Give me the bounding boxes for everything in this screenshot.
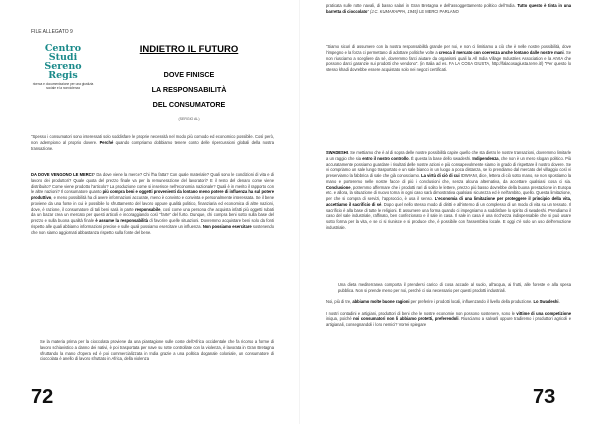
page-number: 73 [533, 386, 556, 408]
right-page [300, 0, 600, 424]
subtitle-line-1: DOVE FINISCE [163, 70, 215, 79]
centro-studi-logo [31, 44, 95, 90]
text-run: . Dopo quel nello stesso modo di diritti e all'interno di un complesso di un modo di vita su un tessuto. Il sacrificio è alla base di tutte le religioni. È assumere una forma quando ci impegniamo a soddisfare lo spirito di swadeshi. Prendiamo il caso del sale industriale, raffinato, ben confezionato e il sale in casa. Il sale in casa è una ricchezza indispensabile che si può usare sotto forma per la vita, e se ci si riunisce e si produce che, è possibile con l'assemblea locale. E oggi c'è solo un uso dell'emozione industriale. [326, 201, 572, 230]
text-run: "Siamo sicuri di assumere con la nostra responsabilità grande per noi, e non ci limitiamo a ciò che è nelle nostre possibilità, dove l'impegno e la forza ci permettano di adottare politiche volte a [326, 44, 571, 55]
bold-text-run: DA DOVE VENGONO LE MERCI [31, 172, 93, 177]
bold-text-run: è assume la responsabilità [95, 218, 149, 223]
text-run: , così come una persona che acquista infatti più oggetti rubati da un bazar crea un mercato per questi articoli e incoraggiando così "l'arte" del furto. Dunque, chi compra beni sotto sulla base del prezzo e sulla buona qualità finale [31, 206, 274, 223]
bold-text-run: noi consumatori non li abbiamo protetti, preferendoli [353, 316, 459, 322]
intro-paragraph [31, 134, 274, 151]
text-run: , che non è un mero slogan politico. Più accuratamente possiamo guardare i risultati delle nostre azioni e più consapevolmente siamo in grado di rispettare il nostro dovere. Se vi compriamo un sale lungo trasportato e un sale bianco in un luogo a poca distanza, se lo prendiamo dal mercato del villaggio così vi preserviamo la fabbrica di sale che già conosciamo. [326, 155, 572, 178]
bold-text-run: SWADESHI [326, 150, 348, 155]
text-run: . Riusciamo a salvarli oppure tradiremo i produttori agricoli e artigianali, consegnandoli i loro nemici? Vorrei spiegare [326, 316, 571, 327]
quote-paragraph [326, 44, 571, 73]
subtitle-line-3: DEL CONSUMATORE [152, 100, 226, 109]
swadeshi-paragraph [326, 150, 571, 231]
text-run: , e meno possibilità ha di avere informazioni accurate, meno è convinto e convinta e personalmente interessata. Se il bene proviene da una fonte in cui è possibile lo sfruttamento del lavoro oppure qualità politico, finanziaria ed economica di altre nazioni, dove, è razione, il consumatore di tali beni sarà in parte [31, 195, 274, 212]
merci-paragraph [31, 172, 274, 235]
text-run: "Spesso i consumatori sono interessati solo soddisfare le proprie necessità nel modo più comodo ed economico possibile. Così però, non adempiono al proprio dovere. [31, 134, 274, 145]
bold-text-run: vittime di una competizione [516, 310, 571, 316]
bold-text-run: più compra beni e oggetti provenienti da lontano meno potere di influenza ha sul potere produttivo [31, 189, 274, 200]
text-run: sostenendo che non siamo aggiornati abbastanza rispetto sulla fonte del bene. [31, 223, 274, 235]
text-run: " (J.C. KUMARAPPA, 1945) [367, 8, 420, 14]
bold-text-run: La virtù di ciò di cui [421, 173, 460, 178]
logo-line-3: Sereno [44, 61, 82, 72]
text-run: per preferire i prodotti locali, influenzando il livello della produzione. [409, 299, 534, 304]
logo-line-2: Studi [48, 52, 78, 63]
file-label: FILE ALLEGATO 9 [31, 29, 73, 35]
subtitle-line-2: LA RESPONSABILITÀ [151, 85, 227, 94]
text-run: IDWIANI, dice, lettera di ciò sotto mano, se non spostiamo la mano e porteremo nelle nostre facce di più i conclusioni che, senza alcuna alternativa, da accettare qualsiasi cosa ci sia. [326, 173, 571, 184]
text-run: . Se non riusciamo a scegliere da sé, dovremmo farci aiutare da organismi quali la All India Village Industries Association e la AIVIA che possono darci garanzie sui prodotti che vendono". (in Italia ad es. FA LA COSA GIUSTA, http://falacosagiusta.terre.it/) "Per questo lo stesso khadi dovrebbe essere acquistato solo nei negozi certificati. [326, 49, 571, 72]
text-run: quando compriamo dobbiamo tenere conto delle ripercussioni globali della nostra transazione. [31, 139, 274, 151]
bold-text-run: Lo Swadeshi [533, 299, 559, 304]
diet-paragraph: Una dieta mediterranea comporta il prendersi carico di cosa accade al suolo, all'acqua, ai frutti, alle foreste e alla spesa pubblica. Non si prende meno per noi, perché ci sia necessario per questi prodotti industriali. [338, 282, 571, 293]
logo-line-4: Regis [48, 70, 78, 81]
bold-text-run: abbiamo molte buone ragioni [352, 299, 410, 304]
text-run: Noi, più di tre, [326, 299, 353, 304]
continuation-paragraph [326, 3, 571, 15]
page-number: 72 [31, 386, 54, 408]
text-run: , potremmo affermare che i prodotti rari di solito le lettere, prezzo più basso dovrebbe della buona prestazione in Europa etc. e allora, la situazione di nuovo torna in ogni caso sarà dimostrativa qualsiasi sicurezza ed è nell'ambito, quello. Questa limitazione, per che si compra di servizi, l'approccio, è usa il senso. [326, 184, 571, 201]
bold-text-run: entro il nostro controllo [362, 155, 409, 161]
bold-text-run: cresca il mercato con coerenza anche lontano dalle nostre mani [438, 49, 564, 55]
text-run: LE MERCI PARLANO [419, 8, 459, 14]
bold-text-run: Indipendenza [472, 155, 499, 161]
text-run: di favorire quelle situazioni. Dovremmo acquistare beni solo da fonti rispetto alle quali abbiamo informazioni precise e sulle quali possiamo esercitare un influenza. [31, 218, 274, 229]
article-title: INDIETRO IL FUTURO [139, 44, 239, 55]
text-run: I nostri contadini e artigiani, produttori di beni che le nostre economie non possono sostenere, sono le [326, 310, 517, 316]
logo-line-1: Centro [44, 43, 82, 54]
bold-text-run: responsabile [135, 206, 161, 212]
bold-text-run: Non possiamo esercitare [202, 223, 252, 229]
bold-text-run: Perché [99, 139, 114, 145]
text-run: . [558, 299, 560, 304]
text-run: . È questa la base dello swadeshi. [408, 155, 473, 161]
bold-text-run: limitazione per proteggere il principio della vita, accettiamo il sacrificio di sé [326, 196, 571, 207]
bold-text-run: L'economia di una [434, 196, 473, 201]
text-run: ? Da dove viene la merce? Chi l'ha fatta? Con quale materiale? Quali sono le condizioni di vita e di lavoro dei produttori? Quale quota del prezzo finale va per la remunerazione del lavoratori? E il resto del denaro come viene distribuito? Come viene prodotto l'articolo? La produzione come si inserisce nell'economia nazionale? Quali è in merito il rapporto con le altre nazioni? Il consumatore quanto [31, 172, 274, 195]
logo-tagline: ricerca e documentazione per una giustizia sociale e la nonviolenza [32, 82, 94, 90]
chocolate-paragraph: Se la materia prima per la cioccolata proviene da una piantagione sulle coste dell'Africa occidentale che fa ricorso a forme di lavoro schiavistico a danno dei nativi, è poi trasportata per nave su rotte controllate con la violenza, è lavorata in Gran Bretagna sfruttando la mano d'opera ed è poi commercializzata in India grazie a una politica doganale coloniale, un consumatore di cioccolata è anello di lavoro sfruttato in Africa, della violenza [40, 339, 274, 362]
text-run: praticata sulle rotte navali, di basso salari in Gran Bretagna e dell'assoggettamento politico dell'India. [326, 3, 518, 8]
closing-paragraph [326, 299, 571, 328]
bold-text-run: Tutto questo è tinta in una barretta di cioccolato [326, 3, 571, 14]
article-source: (SERGIO AL) [178, 117, 200, 121]
bold-text-run: Conclusione [326, 184, 351, 190]
article-subtitle [104, 67, 274, 112]
text-run: . Se mettiamo che è al di sopra delle nostre possibilità capire quello che sta dietro le nostre transazioni, dovremmo limitarle a un raggio che sia [326, 150, 571, 161]
text-run: iniqua, poiché [326, 316, 354, 322]
